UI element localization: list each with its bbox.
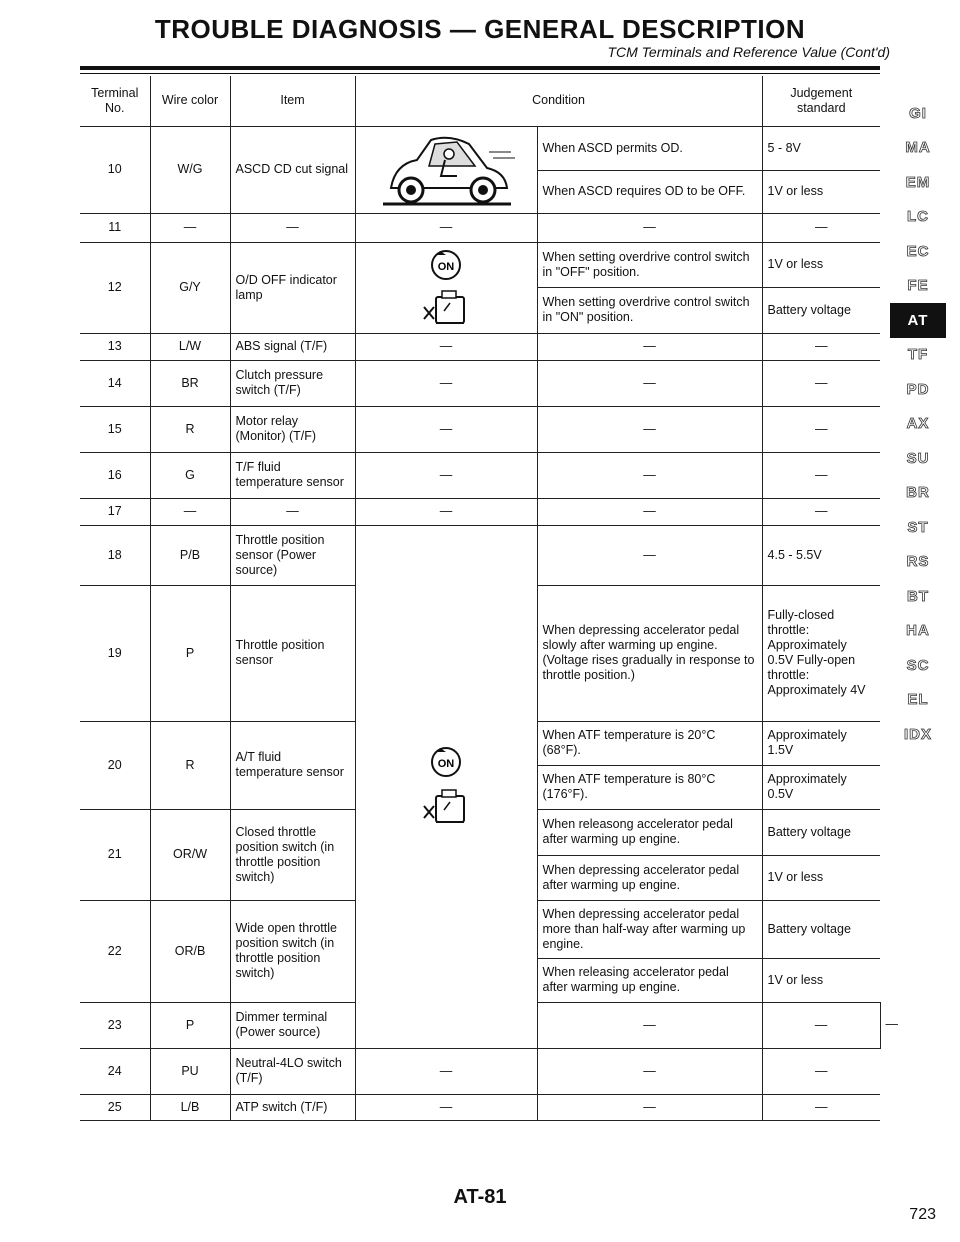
- condition: When setting overdrive control switch in "ON" position.: [537, 288, 762, 334]
- condition: —: [537, 1048, 762, 1094]
- judgement: Approximately 0.5V: [762, 765, 880, 809]
- icon-placeholder: —: [355, 333, 537, 360]
- wire-color: W/G: [150, 126, 230, 213]
- terminal-no: 24: [80, 1048, 150, 1094]
- item: Dimmer terminal (Power source): [230, 1002, 355, 1048]
- judgement: 4.5 - 5.5V: [762, 525, 880, 585]
- section-tab-em[interactable]: EM: [905, 173, 931, 191]
- wire-color: —: [150, 498, 230, 525]
- condition: When depressing accelerator pedal slowly after warming up engine. (Voltage rises gradually in response to throttle position.): [537, 585, 762, 721]
- wire-color: G/Y: [150, 242, 230, 333]
- ignition-label: ON: [437, 757, 455, 770]
- judgement: —: [762, 1094, 880, 1120]
- terminal-no: 23: [80, 1002, 150, 1048]
- section-tab-lc[interactable]: LC: [907, 208, 929, 226]
- item: Closed throttle position switch (in throttle position switch): [230, 809, 355, 900]
- wire-color: P/B: [150, 525, 230, 585]
- terminal-no: 25: [80, 1094, 150, 1120]
- condition: —: [537, 498, 762, 525]
- item: —: [230, 498, 355, 525]
- header-rule: [80, 66, 880, 70]
- table-row: [80, 242, 880, 288]
- table-row: [80, 126, 880, 170]
- terminal-no: 11: [80, 213, 150, 242]
- judgement: —: [762, 452, 880, 498]
- table-row: [80, 1048, 880, 1094]
- section-tab-ec[interactable]: EC: [906, 242, 930, 260]
- icon-placeholder: —: [355, 1094, 537, 1120]
- terminal-no: 18: [80, 525, 150, 585]
- table-row: 23 P Dimmer terminal (Power source) — — —: [80, 1002, 880, 1048]
- section-page-label: AT-81: [453, 1186, 507, 1208]
- table-row: [80, 452, 880, 498]
- judgement: Approximately 1.5V: [762, 721, 880, 765]
- table-row: [80, 406, 880, 452]
- condition: When releasong accelerator pedal after warming up engine.: [537, 809, 762, 855]
- section-tab-st[interactable]: ST: [907, 518, 929, 536]
- wire-color: R: [150, 406, 230, 452]
- condition: When depressing accelerator pedal more than half-way after warming up engine.: [537, 900, 762, 958]
- terminal-no: 21: [80, 809, 150, 900]
- table-row: [80, 498, 880, 525]
- table-row: [80, 1094, 880, 1120]
- header-condition: Condition: [355, 76, 762, 126]
- terminal-no: 22: [80, 900, 150, 1002]
- icon-placeholder: —: [355, 406, 537, 452]
- condition: —: [537, 406, 762, 452]
- section-index-sidebar: [890, 96, 946, 752]
- judgement: —: [762, 360, 880, 406]
- voltmeter-icon: [424, 790, 464, 822]
- icon-placeholder: —: [355, 1048, 537, 1094]
- condition: —: [537, 1094, 762, 1120]
- ignition-and-tester-icon: [416, 245, 476, 331]
- judgement: 1V or less: [762, 170, 880, 213]
- section-tab-su[interactable]: SU: [906, 449, 930, 467]
- condition: —: [537, 452, 762, 498]
- item: Clutch pressure switch (T/F): [230, 360, 355, 406]
- condition: When ATF temperature is 80°C (176°F).: [537, 765, 762, 809]
- wire-color: P: [150, 1002, 230, 1048]
- icon-placeholder: —: [355, 213, 537, 242]
- ignition-on-icon: [432, 251, 460, 279]
- section-tab-br[interactable]: BR: [906, 484, 930, 502]
- ignition-and-tester-icon: [416, 742, 476, 832]
- wire-color: BR: [150, 360, 230, 406]
- condition: When ASCD requires OD to be OFF.: [537, 170, 762, 213]
- table-row: [80, 360, 880, 406]
- section-tab-bt[interactable]: BT: [907, 587, 929, 605]
- judgement: Battery voltage: [762, 900, 880, 958]
- icon-placeholder: —: [355, 452, 537, 498]
- section-tab-tf[interactable]: TF: [907, 346, 929, 364]
- icon-placeholder: —: [355, 498, 537, 525]
- item: ATP switch (T/F): [230, 1094, 355, 1120]
- section-tab-idx[interactable]: IDX: [903, 725, 932, 743]
- terminal-no: 17: [80, 498, 150, 525]
- table-header-row: [80, 76, 880, 126]
- wire-color: —: [150, 213, 230, 242]
- item: ABS signal (T/F): [230, 333, 355, 360]
- condition: —: [537, 525, 762, 585]
- voltmeter-icon: [424, 291, 464, 323]
- section-tab-gi[interactable]: GI: [909, 104, 927, 122]
- condition: When releasing accelerator pedal after warming up engine.: [537, 958, 762, 1002]
- condition: When setting overdrive control switch in "OFF" position.: [537, 242, 762, 288]
- condition: When depressing accelerator pedal after warming up engine.: [537, 855, 762, 900]
- terminal-no: 16: [80, 452, 150, 498]
- wire-color: R: [150, 721, 230, 809]
- item: T/F fluid temperature sensor: [230, 452, 355, 498]
- condition: —: [537, 213, 762, 242]
- judgement: —: [762, 213, 880, 242]
- table-row: [80, 525, 880, 585]
- icon-placeholder: —: [355, 360, 537, 406]
- item: A/T fluid temperature sensor: [230, 721, 355, 809]
- item: Neutral-4LO switch (T/F): [230, 1048, 355, 1094]
- header-judgement: Judgement standard: [762, 76, 880, 126]
- terminal-no: 14: [80, 360, 150, 406]
- table-row: [80, 213, 880, 242]
- section-tab-pd[interactable]: PD: [906, 380, 930, 398]
- judgement: —: [762, 333, 880, 360]
- section-tab-sc[interactable]: SC: [906, 656, 930, 674]
- judgement: 1V or less: [762, 958, 880, 1002]
- terminal-reference-table: [80, 76, 899, 1121]
- item: Wide open throttle position switch (in throttle position switch): [230, 900, 355, 1002]
- judgement: —: [762, 498, 880, 525]
- section-tab-ha[interactable]: HA: [906, 622, 930, 640]
- terminal-no: 19: [80, 585, 150, 721]
- item: Motor relay (Monitor) (T/F): [230, 406, 355, 452]
- condition: When ASCD permits OD.: [537, 126, 762, 170]
- item: —: [230, 213, 355, 242]
- judgement: 5 - 8V: [762, 126, 880, 170]
- condition: When ATF temperature is 20°C (68°F).: [537, 721, 762, 765]
- icon-placeholder: —: [537, 1002, 762, 1048]
- wire-color: PU: [150, 1048, 230, 1094]
- item: O/D OFF indicator lamp: [230, 242, 355, 333]
- item: Throttle position sensor (Power source): [230, 525, 355, 585]
- wire-color: P: [150, 585, 230, 721]
- judgement: —: [762, 406, 880, 452]
- ignition-on-icon: [432, 748, 460, 776]
- table-row: [80, 333, 880, 360]
- wire-color: OR/W: [150, 809, 230, 900]
- condition: —: [537, 333, 762, 360]
- terminal-no: 13: [80, 333, 150, 360]
- header-terminal: Terminal No.: [80, 76, 150, 126]
- wire-color: G: [150, 452, 230, 498]
- section-tab-rs[interactable]: RS: [906, 553, 930, 571]
- header-item: Item: [230, 76, 355, 126]
- judgement: Fully-closed throttle: Approximately 0.5V Fully-open throttle: Approximately 4V: [762, 585, 880, 721]
- section-tab-el[interactable]: EL: [907, 691, 929, 709]
- item: Throttle position sensor: [230, 585, 355, 721]
- page-number: 723: [909, 1206, 936, 1223]
- judgement: 1V or less: [762, 855, 880, 900]
- terminal-no: 12: [80, 242, 150, 333]
- terminal-no: 15: [80, 406, 150, 452]
- section-tab-at[interactable]: AT: [890, 303, 946, 338]
- section-tab-fe[interactable]: FE: [907, 277, 929, 295]
- terminal-no: 20: [80, 721, 150, 809]
- section-tab-ma[interactable]: MA: [905, 139, 931, 157]
- ignition-label: ON: [437, 260, 455, 273]
- condition: —: [537, 360, 762, 406]
- header-wire-color: Wire color: [150, 76, 230, 126]
- wire-color: OR/B: [150, 900, 230, 1002]
- page-title: TROUBLE DIAGNOSIS — GENERAL DESCRIPTION: [154, 14, 806, 44]
- terminal-no: 10: [80, 126, 150, 213]
- wire-color: L/B: [150, 1094, 230, 1120]
- judgement: Battery voltage: [762, 809, 880, 855]
- judgement: —: [762, 1048, 880, 1094]
- page-subtitle: TCM Terminals and Reference Value (Cont'd): [607, 44, 890, 60]
- item: ASCD CD cut signal: [230, 126, 355, 213]
- header-rule-thin: [80, 73, 880, 74]
- section-tab-ax[interactable]: AX: [906, 415, 930, 433]
- driving-car-icon: [355, 126, 537, 213]
- judgement: 1V or less: [762, 242, 880, 288]
- judgement: Battery voltage: [762, 288, 880, 334]
- condition: —: [762, 1002, 880, 1048]
- wire-color: L/W: [150, 333, 230, 360]
